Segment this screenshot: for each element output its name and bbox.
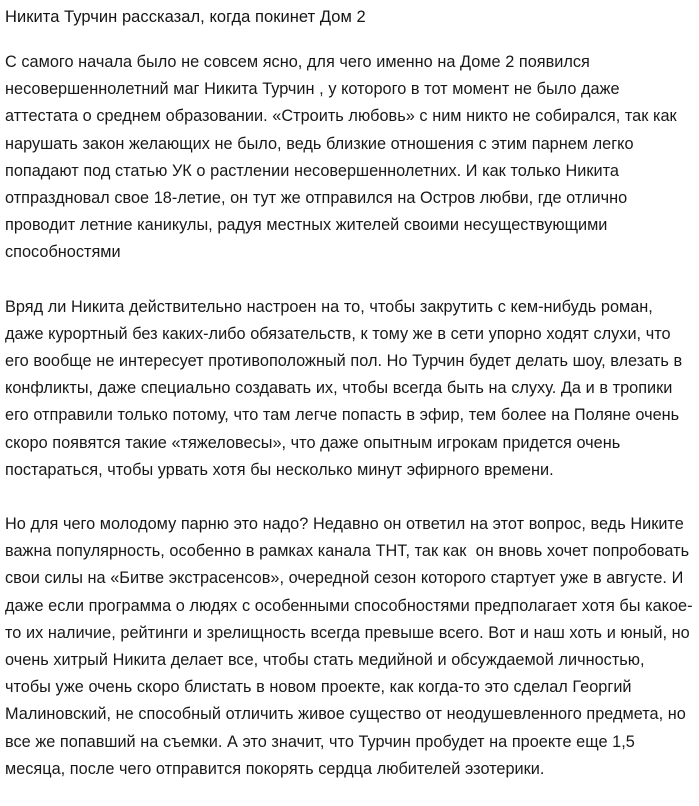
article-paragraph: Вряд ли Никита действительно настроен на то, чтобы закрутить с кем-нибудь роман, даже курортный без каких-либо обязательств, к тому же в сети упорно ходят слухи, что его вообще не интересует противоположный пол. Но Турчин будет делать шоу, влезать в конфликты, даже специально создавать их, чтобы всегда быть на слуху. Да и в тропики его отправили только потому, что там легче попасть в эфир, тем более на Поляне очень скоро появятся такие «тяжеловесы», что даже опытным игрокам придется очень постараться, чтобы урвать хотя бы несколько минут эфирного времени. [5, 297, 687, 479]
article-title: Никита Турчин рассказал, когда покинет Дом 2 [5, 8, 366, 26]
article-paragraph: Но для чего молодому парню это надо? Недавно он ответил на этот вопрос, ведь Никите важна популярность, особенно в рамках канала ТНТ, так как он вновь хочет попробовать свои силы на «Битве экстрасенсов», очередной сезон которого стартует уже в августе. И даже если программа о людях с особенными способностями предполагает хотя бы какое-то их наличие, рейтинги и зрелищность всегда превыше всего. Вот и наш хоть и юный, но очень хитрый Никита делает все, чтобы стать медийной и обсуждаемой личностью, чтобы уже очень скоро блистать в новом проекте, как когда-то это сделал Георгий Малиновский, не способный отличить живое существо от неодушевленного предмета, но все же попавший на съемки. А это значит, что Турчин пробудет на проекте еще 1,5 месяца, после чего отправится покорять сердца любителей эзотерики. [5, 515, 695, 778]
article-body [5, 49, 693, 783]
article-paragraph: С самого начала было не совсем ясно, для чего именно на Доме 2 появился несовершеннолетний маг Никита Турчин , у которого в тот момент не было даже аттестата о среднем образовании. «Строить любовь» с ним никто не собирался, так как нарушать закон желающих не было, ведь близкие отношения с этим парнем легко попадают под статью УК о растлении несовершеннолетних. И как только Никита отпраздновал свое 18-летие, он тут же отправился на Остров любви, где отлично проводит летние каникулы, радуя местных жителей своими несуществующими способностями [5, 53, 682, 262]
